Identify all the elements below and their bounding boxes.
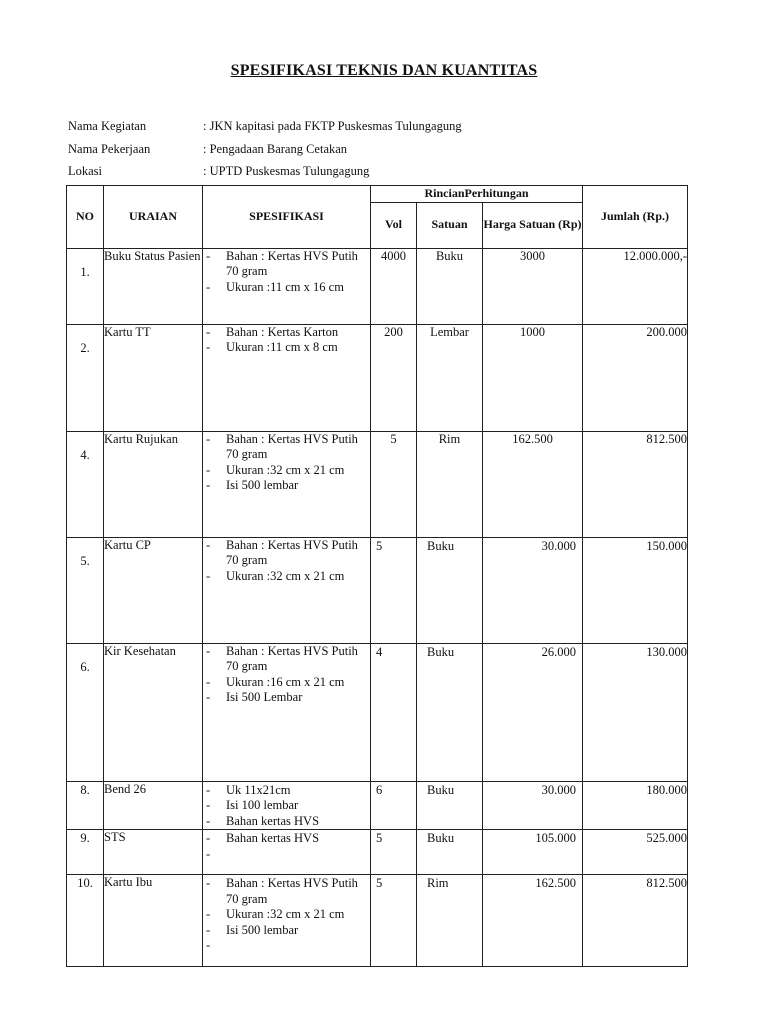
- specification-item: - Uk 11x21cm: [203, 783, 370, 799]
- item-unit: Buku: [417, 537, 483, 643]
- item-total: 180.000: [583, 781, 688, 830]
- specification-item: - Isi 100 lembar: [203, 798, 370, 814]
- table-row: [67, 537, 688, 643]
- row-number: [67, 248, 104, 324]
- specification-item: - Ukuran :11 cm x 16 cm: [203, 280, 370, 296]
- item-volume: 5: [371, 537, 417, 643]
- row-number-text: 5.: [80, 553, 90, 568]
- header-spesifikasi: SPESIFIKASI: [203, 186, 371, 249]
- specification-item: [203, 847, 370, 863]
- row-number-text: 8.: [80, 782, 90, 797]
- specification-list: [203, 783, 370, 830]
- info-label: Lokasi: [68, 164, 103, 178]
- header-rincian: RincianPerhitungan: [371, 186, 583, 203]
- table-row: [67, 875, 688, 967]
- item-description: Kir Kesehatan: [104, 643, 203, 781]
- specification-item: - Isi 500 lembar: [203, 923, 370, 939]
- item-specification: [203, 830, 371, 875]
- item-specification: [203, 431, 371, 537]
- info-label: Nama Pekerjaan: [68, 141, 151, 156]
- item-unit: Rim: [417, 431, 483, 537]
- specification-item: - Bahan : Kertas HVS Putih 70 gram: [203, 644, 370, 675]
- specification-item: - Bahan : Kertas HVS Putih 70 gram: [203, 876, 370, 907]
- item-total: 200.000: [583, 324, 688, 431]
- item-unit-price: 162.500: [483, 431, 583, 537]
- specification-item: - Bahan : Kertas HVS Putih 70 gram: [203, 538, 370, 569]
- header-no: NO: [67, 186, 104, 249]
- info-row-kegiatan: [68, 117, 688, 140]
- header-jumlah: Jumlah (Rp.): [583, 186, 688, 249]
- info-row-lokasi: [68, 162, 688, 185]
- item-description: Buku Status Pasien: [104, 248, 203, 324]
- activity-info: [68, 117, 688, 185]
- item-unit: Lembar: [417, 324, 483, 431]
- item-total: 150.000: [583, 537, 688, 643]
- row-number: [67, 431, 104, 537]
- item-volume: 200: [371, 324, 417, 431]
- info-label: Nama Kegiatan: [68, 119, 147, 133]
- specification-item: - Bahan : Kertas HVS Putih 70 gram: [203, 249, 370, 280]
- item-description: STS: [104, 830, 203, 875]
- item-specification: [203, 248, 371, 324]
- row-number-text: 10.: [77, 876, 93, 890]
- item-total: 525.000: [583, 830, 688, 875]
- item-description: Kartu CP: [104, 537, 203, 643]
- info-row-pekerjaan: [68, 140, 688, 163]
- item-total: 130.000: [583, 643, 688, 781]
- row-number-text: 6.: [80, 659, 90, 674]
- header-row: [67, 186, 688, 203]
- specification-item: - Ukuran :32 cm x 21 cm: [203, 569, 370, 585]
- item-specification: [203, 781, 371, 830]
- document-title: SPESIFIKASI TEKNIS DAN KUANTITAS: [230, 62, 538, 79]
- table-row: [67, 431, 688, 537]
- specification-item: - Isi 500 Lembar: [203, 690, 370, 706]
- specification-item: - Ukuran :32 cm x 21 cm: [203, 463, 370, 479]
- item-volume: 5: [371, 431, 417, 537]
- specification-list: [203, 432, 370, 494]
- item-unit-price: 26.000: [483, 643, 583, 781]
- table-row: [67, 643, 688, 781]
- item-unit-price: 30.000: [483, 537, 583, 643]
- table-body: [67, 248, 688, 967]
- item-description: Kartu Rujukan: [104, 431, 203, 537]
- header-harga-satuan: Harga Satuan (Rp): [483, 202, 583, 248]
- specification-list: [203, 876, 370, 954]
- row-number: [67, 324, 104, 431]
- table-row: [67, 324, 688, 431]
- item-unit: Buku: [417, 781, 483, 830]
- specification-item: - Bahan kertas HVS: [203, 814, 370, 830]
- info-value: : UPTD Puskesmas Tulungagung: [203, 164, 370, 178]
- row-number-text: 2.: [80, 340, 90, 355]
- item-unit: Buku: [417, 643, 483, 781]
- header-satuan: Satuan: [417, 202, 483, 248]
- specification-list: [203, 644, 370, 706]
- item-volume: 4000: [371, 248, 417, 324]
- item-specification: [203, 324, 371, 431]
- item-description: Kartu TT: [104, 324, 203, 431]
- item-description: Kartu Ibu: [104, 875, 203, 967]
- item-volume: 5: [371, 875, 417, 967]
- row-number-text: 4.: [80, 447, 90, 462]
- item-total: 812.500: [583, 431, 688, 537]
- info-value: : JKN kapitasi pada FKTP Puskesmas Tulungagung: [203, 119, 462, 133]
- item-volume: 4: [371, 643, 417, 781]
- table-row: [67, 830, 688, 875]
- item-unit: Rim: [417, 875, 483, 967]
- specification-list: [203, 538, 370, 585]
- specification-list: [203, 249, 370, 296]
- row-number: [67, 875, 104, 967]
- item-volume: 6: [371, 781, 417, 830]
- item-total: 12.000.000,-: [583, 248, 688, 324]
- row-number: [67, 537, 104, 643]
- row-number: [67, 830, 104, 875]
- specification-item: - Ukuran :11 cm x 8 cm: [203, 340, 370, 356]
- item-volume: 5: [371, 830, 417, 875]
- row-number-text: 1.: [80, 264, 90, 279]
- specification-item: [203, 938, 370, 954]
- specification-item: - Bahan : Kertas HVS Putih 70 gram: [203, 432, 370, 463]
- item-specification: [203, 643, 371, 781]
- item-specification: [203, 537, 371, 643]
- row-number-text: 9.: [80, 831, 90, 845]
- item-unit: Buku: [417, 830, 483, 875]
- specification-list: [203, 325, 370, 356]
- table-row: [67, 248, 688, 324]
- row-number: [67, 781, 104, 830]
- specification-item: - Ukuran :32 cm x 21 cm: [203, 907, 370, 923]
- item-unit-price: 1000: [483, 324, 583, 431]
- specification-table: [66, 185, 688, 967]
- item-unit-price: 162.500: [483, 875, 583, 967]
- item-unit-price: 3000: [483, 248, 583, 324]
- header-vol: Vol: [371, 202, 417, 248]
- specification-item: - Ukuran :16 cm x 21 cm: [203, 675, 370, 691]
- header-uraian: URAIAN: [104, 186, 203, 249]
- specification-item: - Bahan : Kertas Karton: [203, 325, 370, 341]
- item-specification: [203, 875, 371, 967]
- row-number: [67, 643, 104, 781]
- item-unit: Buku: [417, 248, 483, 324]
- specification-item: - Isi 500 lembar: [203, 478, 370, 494]
- item-unit-price: 30.000: [483, 781, 583, 830]
- item-total: 812.500: [583, 875, 688, 967]
- specification-list: [203, 831, 370, 862]
- item-unit-price: 105.000: [483, 830, 583, 875]
- table-row: [67, 781, 688, 830]
- info-value: : Pengadaan Barang Cetakan: [203, 141, 348, 156]
- specification-item: - Bahan kertas HVS: [203, 831, 370, 847]
- item-description: Bend 26: [104, 781, 203, 830]
